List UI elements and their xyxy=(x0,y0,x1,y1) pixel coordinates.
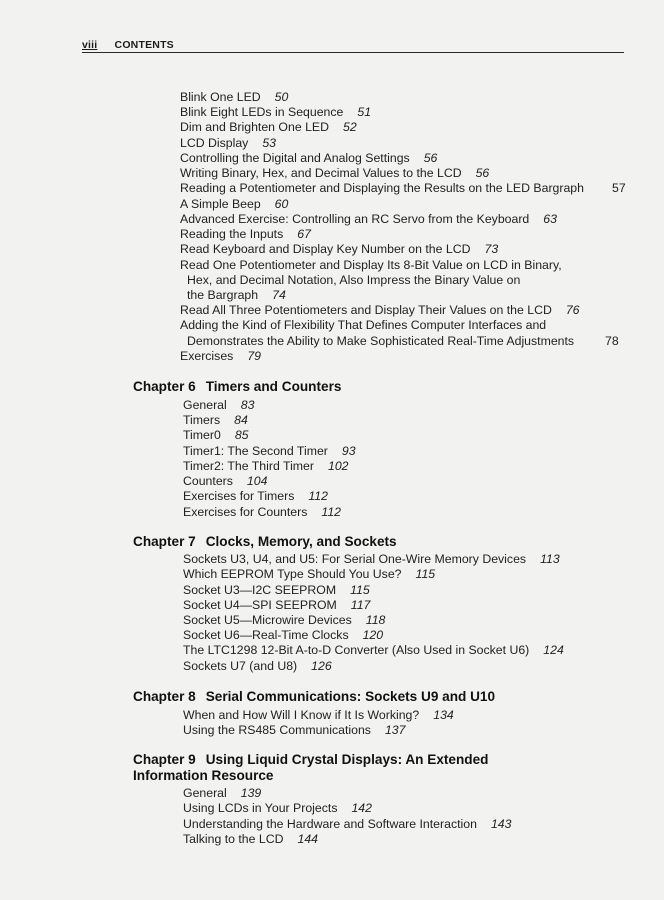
chapter-label: Chapter 7 xyxy=(133,534,196,549)
entry-title: Writing Binary, Hex, and Decimal Values to the LCD xyxy=(180,166,462,180)
chapter-heading xyxy=(133,689,495,704)
toc-entry xyxy=(180,197,288,211)
entry-page-number: 115 xyxy=(415,567,436,581)
entry-title: General xyxy=(183,398,227,412)
toc-entry xyxy=(183,643,564,657)
chapter-title: Clocks, Memory, and Sockets xyxy=(205,534,397,549)
entry-title: A Simple Beep xyxy=(180,197,261,211)
chapter-heading xyxy=(133,752,488,767)
toc-entry xyxy=(183,708,454,722)
entry-page-number: 60 xyxy=(274,197,289,211)
entry-page-number: 118 xyxy=(365,613,386,627)
toc-entry xyxy=(183,413,248,427)
header-page-number: viii xyxy=(82,39,98,51)
entry-title: LCD Display xyxy=(180,136,249,150)
header-title: CONTENTS xyxy=(114,39,174,51)
entry-page-number: 53 xyxy=(262,136,277,150)
entry-page-number: 74 xyxy=(272,288,286,302)
toc-entry xyxy=(180,227,311,241)
toc-entry xyxy=(180,258,562,272)
entry-title: Understanding the Hardware and Software Interaction xyxy=(183,817,477,831)
entry-page-number: 57 xyxy=(612,181,626,195)
toc-entry xyxy=(180,151,437,165)
toc-entry xyxy=(183,723,406,737)
toc-entry xyxy=(180,90,288,104)
entry-page-number: 73 xyxy=(484,242,499,256)
toc-entry xyxy=(183,459,349,473)
entry-title: Read Keyboard and Display Key Number on the LCD xyxy=(180,242,471,256)
entry-title: Dim and Brighten One LED xyxy=(180,120,330,134)
entry-page-number: 113 xyxy=(540,552,560,566)
entry-page-number: 143 xyxy=(490,817,512,831)
toc-entry xyxy=(187,334,574,348)
entry-page-number: 67 xyxy=(297,227,311,241)
entry-page-number: 83 xyxy=(240,398,255,412)
chapter-heading xyxy=(133,379,341,394)
entry-title: General xyxy=(183,786,227,800)
toc-entry xyxy=(180,136,276,150)
entry-page-number: 139 xyxy=(240,786,262,800)
entry-title: Timer2: The Third Timer xyxy=(183,459,314,473)
entry-page-number: 115 xyxy=(350,583,370,597)
entry-page-number: 120 xyxy=(362,628,384,642)
toc-entry xyxy=(183,817,511,831)
entry-title: Timer1: The Second Timer xyxy=(183,444,328,458)
entry-title: the Bargraph xyxy=(187,288,259,302)
entry-title: Sockets U7 (and U8) xyxy=(183,659,298,673)
entry-page-number: 126 xyxy=(311,659,332,673)
entry-title: Read One Potentiometer and Display Its 8-Bit Value on LCD in Binary, xyxy=(180,258,562,272)
toc-entry xyxy=(183,786,261,800)
toc-entry xyxy=(183,567,435,581)
chapter-title-line2: Information Resource xyxy=(133,768,274,783)
entry-page-number: 63 xyxy=(543,212,557,226)
entry-title: Timers xyxy=(183,413,221,427)
toc-entry xyxy=(180,318,546,332)
toc-entry xyxy=(183,583,370,597)
entry-title: Using the RS485 Communications xyxy=(183,723,371,737)
entry-page-number: 124 xyxy=(543,643,564,657)
toc-entry xyxy=(183,659,332,673)
toc-entry xyxy=(187,273,520,287)
toc-entry xyxy=(183,489,328,503)
entry-page-number: 50 xyxy=(274,90,289,104)
entry-title: Blink Eight LEDs in Sequence xyxy=(180,105,344,119)
entry-title: Adding the Kind of Flexibility That Defines Computer Interfaces and xyxy=(180,318,547,332)
toc-entry xyxy=(180,349,261,363)
chapter-title: Serial Communications: Sockets U9 and U10 xyxy=(205,689,496,704)
toc-entry xyxy=(180,166,489,180)
entry-title: Hex, and Decimal Notation, Also Impress the Binary Value on xyxy=(187,273,521,287)
entry-title: Socket U3—I2C SEEPROM xyxy=(183,583,337,597)
toc-entry xyxy=(183,801,372,815)
toc-entry xyxy=(180,212,557,226)
entry-title: Exercises for Counters xyxy=(183,505,308,519)
entry-title: Blink One LED xyxy=(180,90,261,104)
entry-page-number: 56 xyxy=(423,151,438,165)
entry-title: Reading the Inputs xyxy=(180,227,284,241)
toc-entry xyxy=(180,181,584,195)
entry-title: Reading a Potentiometer and Displaying the Results on the LED Bargraph xyxy=(180,181,584,195)
toc-entry xyxy=(180,105,371,119)
toc-entry xyxy=(183,832,318,846)
toc-entry xyxy=(183,474,267,488)
chapter-heading-continued xyxy=(133,768,274,783)
entry-title: Socket U6—Real-Time Clocks xyxy=(183,628,349,642)
toc-entry xyxy=(187,288,286,302)
toc-entry xyxy=(183,552,560,566)
entry-page-number: 56 xyxy=(475,166,490,180)
toc-entry xyxy=(183,598,370,612)
entry-page-number: 144 xyxy=(297,832,319,846)
running-header xyxy=(82,39,624,53)
chapter-title: Timers and Counters xyxy=(205,379,342,394)
entry-title: When and How Will I Know if It Is Working? xyxy=(183,708,420,722)
entry-title: The LTC1298 12-Bit A-to-D Converter (Also Used in Socket U6) xyxy=(183,643,530,657)
entry-page-number: 51 xyxy=(357,105,372,119)
toc-entry xyxy=(183,444,356,458)
entry-title: Controlling the Digital and Analog Settings xyxy=(180,151,410,165)
entry-title: Demonstrates the Ability to Make Sophisticated Real-Time Adjustments xyxy=(187,334,575,348)
toc-entry xyxy=(183,613,385,627)
chapter-title: Using Liquid Crystal Displays: An Extended xyxy=(205,752,489,767)
entry-page-number: 112 xyxy=(308,489,328,503)
toc-entry xyxy=(180,303,580,317)
toc-entry xyxy=(183,428,249,442)
chapter-label: Chapter 8 xyxy=(133,689,196,704)
entry-title: Advanced Exercise: Controlling an RC Servo from the Keyboard xyxy=(180,212,530,226)
entry-page-number: 134 xyxy=(433,708,454,722)
entry-title: Timer0 xyxy=(183,428,221,442)
entry-page-number: 104 xyxy=(246,474,268,488)
entry-page-number: 117 xyxy=(350,598,371,612)
entry-page-number: 76 xyxy=(565,303,580,317)
entry-page-number: 142 xyxy=(351,801,372,815)
entry-page-number: 79 xyxy=(247,349,261,363)
entry-title: Talking to the LCD xyxy=(183,832,284,846)
entry-title: Exercises xyxy=(180,349,234,363)
toc-entry xyxy=(183,398,254,412)
entry-page-number: 102 xyxy=(327,459,349,473)
entry-page-number: 52 xyxy=(343,120,357,134)
chapter-label: Chapter 9 xyxy=(133,752,196,767)
entry-page-number: 85 xyxy=(234,428,249,442)
toc-entry xyxy=(183,628,383,642)
entry-title: Exercises for Timers xyxy=(183,489,295,503)
entry-title: Read All Three Potentiometers and Display Their Values on the LCD xyxy=(180,303,552,317)
entry-title: Counters xyxy=(183,474,233,488)
toc-entry xyxy=(180,120,357,134)
entry-title: Socket U4—SPI SEEPROM xyxy=(183,598,337,612)
entry-title: Socket U5—Microwire Devices xyxy=(183,613,352,627)
entry-title: Which EEPROM Type Should You Use? xyxy=(183,567,402,581)
entry-title: Sockets U3, U4, and U5: For Serial One-Wire Memory Devices xyxy=(183,552,527,566)
entry-page-number: 78 xyxy=(605,334,619,348)
entry-page-number: 84 xyxy=(234,413,248,427)
toc-entry xyxy=(183,505,341,519)
chapter-heading xyxy=(133,534,397,549)
entry-page-number: 93 xyxy=(341,444,356,458)
entry-page-number: 112 xyxy=(321,505,341,519)
entry-page-number: 137 xyxy=(384,723,406,737)
chapter-label: Chapter 6 xyxy=(133,379,196,394)
entry-title: Using LCDs in Your Projects xyxy=(183,801,338,815)
toc-entry xyxy=(180,242,498,256)
